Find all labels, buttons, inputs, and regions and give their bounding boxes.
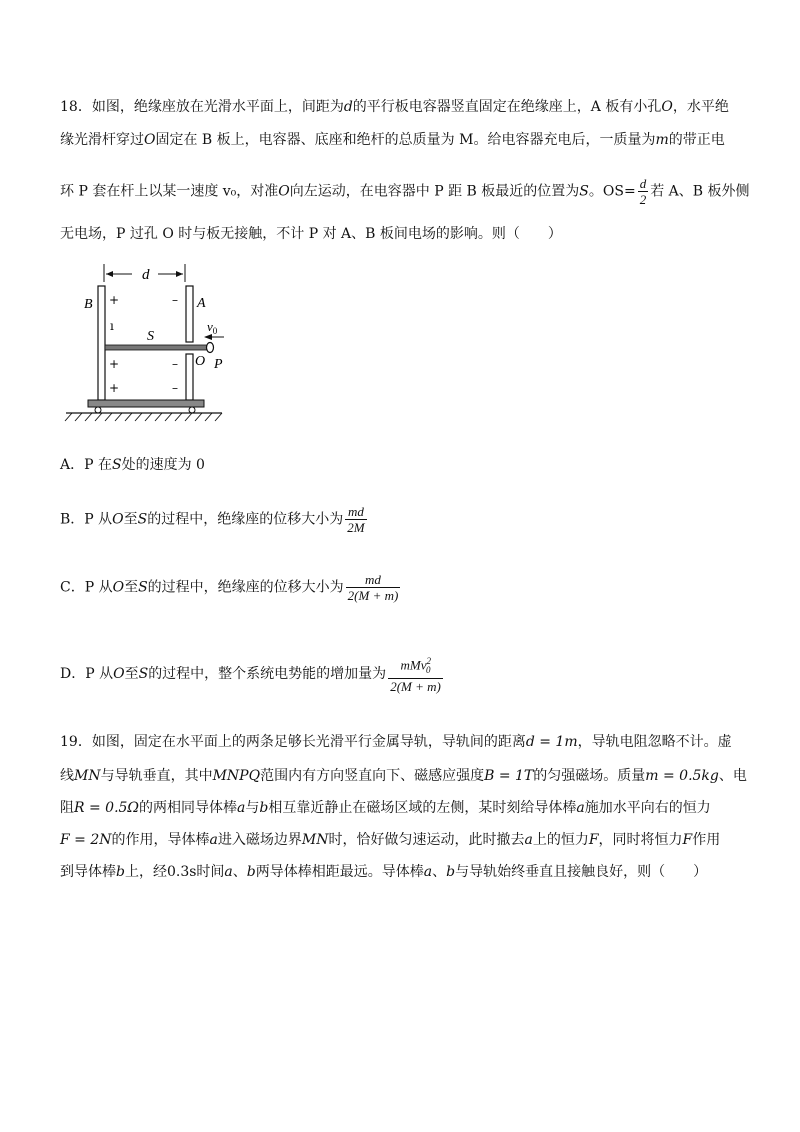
wheel-right — [189, 407, 195, 413]
text: 两导体棒相距最远。导体棒 — [255, 864, 424, 880]
var-f: F — [588, 832, 599, 848]
fraction-md-over-2m — [345, 504, 366, 535]
q19-line-5 — [60, 862, 707, 882]
num-text: mMv — [400, 657, 427, 673]
text: 与导轨始终垂直且接触良好，则（ ） — [455, 864, 708, 880]
frac-num: md — [347, 504, 364, 519]
label-a: A — [197, 296, 206, 311]
var-o: O — [113, 665, 125, 682]
q19-line-3 — [60, 798, 711, 818]
velocity-arrow-head — [204, 334, 212, 340]
text: 的匀强磁场。质量 — [533, 768, 646, 784]
var-a: a — [209, 832, 218, 848]
label-s: S — [147, 329, 154, 344]
text: 至 — [123, 511, 138, 528]
wheel-left — [95, 407, 101, 413]
text: 。OS= — [588, 183, 636, 200]
text: 上，经 — [124, 864, 167, 880]
rod — [105, 345, 207, 350]
equation-f: F = 2N — [60, 832, 112, 848]
text: 若 A、B 板外侧 — [650, 183, 750, 200]
frac-num: md — [365, 572, 381, 587]
text: 的过程中，整个系统电势能的增加量为 — [148, 665, 387, 682]
text: 固定在 B 板上，电容器、底座和绝杆的总质量为 M。给电容器充电后，一质量为 — [155, 132, 656, 148]
q18-line-1 — [60, 97, 729, 117]
var-a: a — [524, 832, 533, 848]
text: 向左运动，在电容器中 P 距 B 板最近的位置为 — [289, 183, 580, 200]
text: B．P 从 — [60, 511, 113, 528]
text: 阻 — [60, 800, 74, 816]
sign-plus: + — [109, 357, 120, 371]
text: 19．如图，固定在水平面上的两条足够长光滑平行金属导轨，导轨间的距离 — [60, 734, 526, 750]
q18-line-4: 无电场，P 过孔 O 时与板无接触，不计 P 对 A、B 板间电场的影响。则（ ） — [60, 226, 562, 242]
num-sub: 0 — [426, 664, 431, 675]
text: 施加水平向右的恒力 — [584, 800, 711, 816]
var-s: S — [137, 511, 148, 528]
text: 缘光滑杆穿过 — [60, 132, 144, 148]
var-a: a — [423, 864, 433, 880]
option-b — [60, 504, 369, 535]
dim-arrow-left — [106, 271, 113, 277]
label-b: B — [84, 297, 93, 312]
text: 进入磁场边界 — [217, 832, 302, 848]
var-mnpq: MNPQ — [212, 768, 261, 784]
plate-a-upper — [186, 286, 193, 342]
label-v0: $v_0$ — [207, 319, 218, 336]
q19-line-4 — [60, 830, 720, 850]
var-s: S — [111, 457, 122, 473]
var-s: S — [138, 665, 149, 682]
var-s: S — [138, 579, 148, 596]
var-o: O — [144, 132, 156, 148]
option-d — [60, 654, 445, 694]
q19-line-1 — [60, 732, 732, 752]
var-f: F — [682, 832, 693, 848]
text: 的过程中，绝缘座的位移大小为 — [147, 511, 344, 528]
equation-r: R = 0.5Ω — [74, 800, 140, 816]
text: C．P 从 — [60, 579, 113, 596]
text: 与导轨垂直，其中 — [100, 768, 213, 784]
equation-d: d = 1m — [525, 734, 578, 750]
text: ，水平绝 — [672, 99, 729, 115]
fraction-d-over-2 — [638, 176, 649, 207]
var-o: O — [278, 183, 290, 200]
sign-minus: – — [172, 293, 178, 307]
q18-line-2 — [60, 130, 725, 150]
ground-hatching — [65, 413, 222, 421]
text: 、 — [432, 864, 447, 880]
text: 至 — [124, 579, 139, 596]
var-m: m — [655, 132, 669, 148]
var-mn: MN — [301, 832, 329, 848]
text: 相互靠近静止在磁场区域的左侧，某时刻给导体棒 — [268, 800, 577, 816]
var-o: O — [661, 99, 673, 115]
var-b: b — [259, 800, 269, 816]
capacitor-figure — [64, 262, 224, 422]
frac-den: 2 — [639, 192, 647, 207]
text: 线 — [60, 768, 74, 784]
equation-m: m = 0.5kg — [645, 768, 719, 784]
text: 、电 — [718, 768, 747, 784]
var-a: a — [576, 800, 585, 816]
text: 与 — [245, 800, 260, 816]
var-o: O — [112, 511, 124, 528]
sign-minus: – — [172, 357, 178, 371]
label-o: O — [195, 354, 206, 369]
label-d: d — [142, 267, 150, 283]
text: 作用 — [692, 832, 721, 848]
q19-line-2 — [60, 766, 747, 786]
var-o: O — [112, 579, 125, 596]
fraction-mmv0-over-2mm — [388, 654, 443, 694]
text: 时间 — [196, 864, 225, 880]
var-a: a — [224, 864, 233, 880]
text: 的过程中，绝缘座的位移大小为 — [147, 579, 344, 596]
text: 的平行板电容器竖直固定在绝缘座上，A 板有小孔 — [352, 99, 662, 115]
text: 处的速度为 0 — [121, 457, 205, 473]
text: A．P 在 — [60, 457, 112, 473]
text: 范围内有方向竖直向下、磁感应强度 — [260, 768, 485, 784]
fraction-md-over-2mm — [346, 572, 401, 603]
num-sup: 2 — [426, 656, 432, 666]
var-b: b — [116, 864, 125, 880]
plate-a-lower — [186, 354, 193, 400]
option-a — [60, 455, 205, 475]
q18-line-3 — [60, 176, 750, 207]
plate-b — [98, 286, 105, 400]
text: D．P 从 — [60, 665, 114, 682]
sign-plus: ı — [110, 319, 114, 333]
text: 的带正电 — [668, 132, 725, 148]
sign-plus: + — [109, 293, 120, 307]
label-p: P — [214, 357, 223, 372]
text: 上的恒力 — [532, 832, 589, 848]
text: 时，恰好做匀速运动，此时撤去 — [328, 832, 525, 848]
value-time: 0.3s — [166, 864, 197, 880]
var-mn: MN — [74, 768, 101, 784]
text: 环 P 套在杆上以某一速度 v₀，对准 — [60, 183, 279, 200]
base — [88, 400, 204, 407]
equation-b: B = 1T — [484, 768, 534, 784]
text: ，导轨电阻忽略不计。虚 — [577, 734, 732, 750]
frac-den: 2(M + m) — [390, 678, 441, 694]
text: ，同时将恒力 — [598, 832, 683, 848]
option-c — [60, 572, 402, 603]
sign-plus: + — [109, 381, 120, 395]
text: 的作用，导体棒 — [111, 832, 210, 848]
frac-den: 2M — [347, 520, 365, 535]
var-s: S — [579, 183, 589, 200]
var-b: b — [246, 864, 256, 880]
ring-p — [207, 343, 214, 353]
text: 的两相同导体棒 — [139, 800, 238, 816]
frac-den: 2(M + m) — [347, 588, 399, 603]
var-d: d — [343, 99, 353, 115]
dim-arrow-right — [176, 271, 183, 277]
frac-num — [388, 654, 443, 678]
text: 至 — [124, 665, 139, 682]
text: 18．如图，绝缘座放在光滑水平面上，间距为 — [60, 99, 344, 115]
sign-minus: – — [172, 381, 178, 395]
text: 、 — [232, 864, 247, 880]
var-a: a — [237, 800, 246, 816]
var-b: b — [446, 864, 456, 880]
text: 到导体棒 — [60, 864, 116, 880]
num-sup-wrap — [427, 656, 432, 666]
frac-num: d — [639, 176, 647, 191]
